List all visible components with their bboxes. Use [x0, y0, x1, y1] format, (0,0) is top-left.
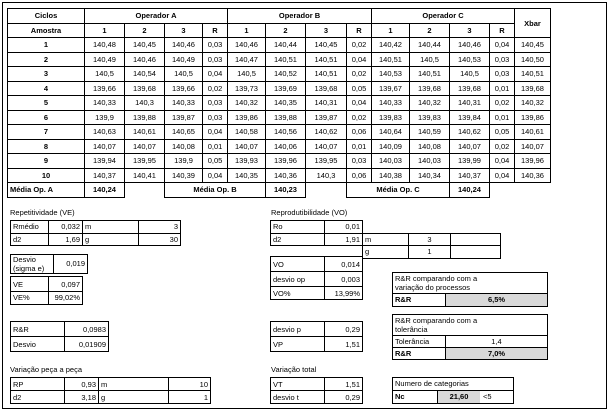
value-cell: 140,62 — [306, 125, 347, 140]
value-cell: 140,5 — [228, 67, 266, 82]
tolerancia-value: 1,4 — [491, 337, 502, 346]
value-cell: 140,34 — [410, 168, 450, 183]
table-row — [8, 139, 555, 154]
amostra-cell: 9 — [8, 154, 85, 169]
value-cell: 140,32 — [228, 96, 266, 111]
value-cell: 140,09 — [372, 139, 410, 154]
value-cell: 140,5 — [410, 52, 450, 67]
value-cell: 140,3 — [306, 168, 347, 183]
value-cell: 140,5 — [85, 67, 125, 82]
amostra-cell: 1 — [8, 38, 85, 53]
value-cell: 139,69 — [266, 81, 306, 96]
xbar-cell: 140,50 — [515, 52, 551, 67]
value-cell: 0,02 — [347, 38, 372, 53]
amostra-cell: 4 — [8, 81, 85, 96]
value-cell: 139,87 — [306, 110, 347, 125]
value-cell: 140,06 — [266, 139, 306, 154]
ciclos-header: Ciclos — [8, 9, 85, 24]
m-label: m — [363, 233, 409, 246]
g-value: 30 — [139, 233, 181, 246]
xbar-cell: 139,96 — [515, 154, 551, 169]
sub-header: 2 — [266, 23, 306, 38]
peca-table — [10, 377, 211, 404]
amostra-cell: 6 — [8, 110, 85, 125]
value-cell: 0,04 — [203, 67, 228, 82]
value-cell: 140,46 — [228, 38, 266, 53]
xbar-cell: 140,61 — [515, 125, 551, 140]
value-cell: 139,96 — [266, 154, 306, 169]
xbar-cell: 140,45 — [515, 38, 551, 53]
value-cell: 139,67 — [372, 81, 410, 96]
value-cell: 140,31 — [450, 96, 490, 111]
ve-table — [10, 276, 83, 305]
value-cell: 140,08 — [410, 139, 450, 154]
value-cell: 140,62 — [450, 125, 490, 140]
media-op-b-value: 140,23 — [266, 183, 306, 198]
value-cell: 140,47 — [228, 52, 266, 67]
value-cell: 139,86 — [228, 110, 266, 125]
operator-c-header: Operador C — [372, 9, 515, 24]
m-value: 3 — [139, 221, 181, 234]
xbar-header: Xbar — [515, 9, 551, 38]
sub-header: 3 — [450, 23, 490, 38]
d2-value: 1,69 — [49, 233, 83, 246]
m-label: m — [83, 221, 139, 234]
value-cell: 140,36 — [266, 168, 306, 183]
table-row — [8, 52, 555, 67]
media-op-c-value: 140,24 — [450, 183, 490, 198]
rr-label: R&R — [11, 322, 65, 337]
value-cell: 0,01 — [203, 139, 228, 154]
value-cell: 140,49 — [85, 52, 125, 67]
xbar-cell: 140,32 — [515, 96, 551, 111]
operator-b-header: Operador B — [228, 9, 372, 24]
xbar-cell: 139,68 — [515, 81, 551, 96]
ro-value: 0,01 — [325, 221, 363, 234]
value-cell: 139,68 — [125, 81, 165, 96]
value-cell: 0,02 — [490, 96, 515, 111]
value-cell: 139,83 — [372, 110, 410, 125]
value-cell: 139,73 — [228, 81, 266, 96]
desvio-value: 0,01909 — [65, 337, 109, 352]
value-cell: 0,03 — [490, 52, 515, 67]
table-row — [8, 125, 555, 140]
value-cell: 0,01 — [490, 81, 515, 96]
xbar-cell: 140,36 — [515, 168, 551, 183]
sub-header: 1 — [372, 23, 410, 38]
amostra-cell: 7 — [8, 125, 85, 140]
m-label: m — [99, 378, 169, 391]
value-cell: 0,04 — [203, 125, 228, 140]
value-cell: 140,51 — [306, 67, 347, 82]
value-cell: 140,3 — [125, 96, 165, 111]
value-cell: 140,53 — [450, 52, 490, 67]
value-cell: 140,52 — [266, 67, 306, 82]
d2-label: d2 — [271, 233, 325, 246]
table-row — [8, 168, 555, 183]
rr-processo-label: R&R — [393, 294, 446, 306]
vt-label: VT — [271, 378, 325, 391]
value-cell: 140,51 — [372, 52, 410, 67]
value-cell: 0,06 — [347, 125, 372, 140]
media-op-c-label: Média Op. C — [347, 183, 450, 198]
sub-header: R — [347, 23, 372, 38]
sigma-e-label: (sigma e) — [13, 264, 45, 273]
total-table — [270, 377, 363, 404]
rr-processo-title-1: R&R comparando com a — [395, 274, 478, 283]
sub-header: 1 — [85, 23, 125, 38]
value-cell: 139,9 — [165, 154, 203, 169]
desvio-t-value: 0,29 — [325, 391, 363, 404]
value-cell: 0,04 — [347, 96, 372, 111]
value-cell: 140,07 — [85, 139, 125, 154]
value-cell: 140,35 — [228, 168, 266, 183]
value-cell: 139,95 — [306, 154, 347, 169]
vop-value: 13,99% — [325, 287, 363, 300]
amostra-header: Amostra — [8, 23, 85, 38]
ro-label: Ro — [271, 221, 325, 234]
value-cell: 139,88 — [266, 110, 306, 125]
value-cell: 140,03 — [372, 154, 410, 169]
sub-header: 2 — [410, 23, 450, 38]
nc-value: 21,60 — [438, 391, 480, 403]
value-cell: 140,5 — [450, 67, 490, 82]
amostra-cell: 5 — [8, 96, 85, 111]
value-cell: 140,54 — [125, 67, 165, 82]
ve-value: 0,097 — [49, 277, 83, 292]
vo-label: VO — [271, 257, 325, 272]
table-row — [8, 81, 555, 96]
categorias-box — [392, 377, 514, 404]
value-cell: 0,05 — [347, 81, 372, 96]
value-cell: 0,02 — [347, 110, 372, 125]
value-cell: 0,03 — [203, 96, 228, 111]
d2-value: 1,91 — [325, 233, 363, 246]
xbar-cell: 140,51 — [515, 67, 551, 82]
value-cell: 139,93 — [228, 154, 266, 169]
value-cell: 140,07 — [306, 139, 347, 154]
amostra-cell: 2 — [8, 52, 85, 67]
operator-a-header: Operador A — [85, 9, 228, 24]
ve-label: VE — [11, 277, 49, 292]
value-cell: 140,44 — [266, 38, 306, 53]
value-cell: 0,02 — [347, 67, 372, 82]
rr-table — [10, 321, 109, 352]
value-cell: 140,59 — [410, 125, 450, 140]
amostra-cell: 10 — [8, 168, 85, 183]
repetitividade-table — [10, 220, 248, 246]
value-cell: 140,38 — [372, 168, 410, 183]
value-cell: 140,32 — [410, 96, 450, 111]
value-cell: 0,03 — [490, 67, 515, 82]
rp-value: 0,93 — [65, 378, 99, 391]
table-row — [8, 96, 555, 111]
value-cell: 140,63 — [85, 125, 125, 140]
value-cell: 140,46 — [450, 38, 490, 53]
value-cell: 140,58 — [228, 125, 266, 140]
amostra-cell: 8 — [8, 139, 85, 154]
value-cell: 0,03 — [203, 38, 228, 53]
peca-title: Variação peça a peça — [10, 365, 82, 374]
value-cell: 140,51 — [266, 52, 306, 67]
value-cell: 140,48 — [85, 38, 125, 53]
value-cell: 140,33 — [85, 96, 125, 111]
value-cell: 140,65 — [165, 125, 203, 140]
value-cell: 0,05 — [203, 154, 228, 169]
rr-tolerancia-value: 7,0% — [446, 348, 547, 359]
rr-processo-title-2: variação do processos — [395, 283, 471, 292]
categorias-title: Numero de categorias — [393, 378, 513, 391]
value-cell: 140,56 — [266, 125, 306, 140]
g-label: g — [83, 233, 139, 246]
value-cell: 140,41 — [125, 168, 165, 183]
value-cell: 140,51 — [410, 67, 450, 82]
value-cell: 140,03 — [410, 154, 450, 169]
g-label: g — [363, 246, 409, 259]
desvio-op-value: 0,003 — [325, 272, 363, 287]
value-cell: 140,51 — [306, 52, 347, 67]
table-row — [8, 67, 555, 82]
value-cell: 139,95 — [125, 154, 165, 169]
rmedio-value: 0,032 — [49, 221, 83, 234]
g-value: 1 — [409, 246, 451, 259]
value-cell: 140,07 — [450, 139, 490, 154]
value-cell: 139,68 — [306, 81, 347, 96]
value-cell: 0,02 — [203, 81, 228, 96]
value-cell: 0,03 — [203, 110, 228, 125]
vp-value: 1,51 — [325, 337, 363, 352]
value-cell: 139,99 — [450, 154, 490, 169]
value-cell: 140,49 — [165, 52, 203, 67]
sub-header: 1 — [228, 23, 266, 38]
value-cell: 140,39 — [165, 168, 203, 183]
desvio-p-label: desvio p — [271, 322, 325, 337]
value-cell: 140,35 — [266, 96, 306, 111]
vp-label: VP — [271, 337, 325, 352]
value-cell: 0,01 — [347, 139, 372, 154]
value-cell: 0,01 — [490, 110, 515, 125]
nc-label: Nc — [393, 391, 438, 403]
desvio-value: 0,019 — [66, 259, 85, 268]
desvio-label: Desvio — [11, 337, 65, 352]
tolerancia-label: Tolerância — [393, 336, 446, 347]
sub-header: 3 — [306, 23, 347, 38]
value-cell: 139,87 — [165, 110, 203, 125]
rr-tolerancia-label: R&R — [393, 348, 446, 359]
sub-header: 2 — [125, 23, 165, 38]
xbar-cell: 139,86 — [515, 110, 551, 125]
vep-label: VE% — [11, 292, 49, 305]
value-cell: 140,46 — [125, 52, 165, 67]
rmedio-label: Rmédio — [11, 221, 49, 234]
value-cell: 139,83 — [410, 110, 450, 125]
value-cell: 0,05 — [490, 125, 515, 140]
total-title: Variação total — [271, 365, 317, 374]
value-cell: 139,68 — [450, 81, 490, 96]
d2-value: 3,18 — [65, 391, 99, 404]
value-cell: 140,37 — [450, 168, 490, 183]
value-cell: 139,88 — [125, 110, 165, 125]
value-cell: 140,45 — [306, 38, 347, 53]
desvio-p-table — [270, 321, 363, 352]
value-cell: 140,5 — [165, 67, 203, 82]
value-cell: 139,66 — [85, 81, 125, 96]
value-cell: 0,04 — [490, 154, 515, 169]
rr-value: 0,0983 — [65, 322, 109, 337]
desvio-label: Desvio — [13, 255, 36, 264]
value-cell: 140,45 — [125, 38, 165, 53]
desvio-op-label: desvio op — [271, 272, 325, 287]
value-cell: 140,07 — [228, 139, 266, 154]
amostra-cell: 3 — [8, 67, 85, 82]
vop-label: VO% — [271, 287, 325, 300]
rr-processo-value: 6,5% — [446, 294, 547, 306]
rr-tolerancia-title-1: R&R comparando com a — [395, 316, 478, 325]
value-cell: 140,44 — [410, 38, 450, 53]
value-cell: 0,03 — [347, 154, 372, 169]
desvio-p-value: 0,29 — [325, 322, 363, 337]
value-cell: 0,03 — [203, 52, 228, 67]
desvio-t-label: desvio t — [271, 391, 325, 404]
sub-header: 3 — [165, 23, 203, 38]
value-cell: 0,04 — [347, 52, 372, 67]
value-cell: 140,37 — [85, 168, 125, 183]
value-cell: 0,04 — [490, 38, 515, 53]
media-op-b-label: Média Op. B — [165, 183, 266, 198]
g-label: g — [99, 391, 169, 404]
vo-value: 0,014 — [325, 257, 363, 272]
m-value: 10 — [169, 378, 211, 391]
vo-table — [270, 256, 363, 300]
value-cell: 139,66 — [165, 81, 203, 96]
value-cell: 139,84 — [450, 110, 490, 125]
table-row — [8, 110, 555, 125]
value-cell: 140,33 — [372, 96, 410, 111]
sub-header: R — [490, 23, 515, 38]
nc-threshold: <5 — [483, 392, 492, 401]
reprodutibilidade-title: Reprodutibilidade (VO) — [271, 208, 348, 217]
value-cell: 140,61 — [125, 125, 165, 140]
value-cell: 139,94 — [85, 154, 125, 169]
table-row — [8, 154, 555, 169]
value-cell: 0,04 — [203, 168, 228, 183]
desvio-sigma-box — [10, 254, 88, 274]
d2-label: d2 — [11, 233, 49, 246]
value-cell: 139,9 — [85, 110, 125, 125]
value-cell: 140,64 — [372, 125, 410, 140]
value-cell: 140,08 — [165, 139, 203, 154]
media-op-a-label: Média Op. A — [8, 183, 85, 198]
rp-label: RP — [11, 378, 65, 391]
vep-value: 99,02% — [49, 292, 83, 305]
g-value: 1 — [169, 391, 211, 404]
sub-header: R — [203, 23, 228, 38]
value-cell: 139,68 — [410, 81, 450, 96]
rr-tolerancia-title-2: tolerância — [395, 325, 428, 334]
value-cell: 140,33 — [165, 96, 203, 111]
xbar-cell: 140,07 — [515, 139, 551, 154]
value-cell: 0,02 — [490, 139, 515, 154]
table-row — [8, 38, 555, 53]
d2-label: d2 — [11, 391, 65, 404]
m-value: 3 — [409, 233, 451, 246]
value-cell: 140,46 — [165, 38, 203, 53]
value-cell: 140,07 — [125, 139, 165, 154]
media-op-a-value: 140,24 — [85, 183, 125, 198]
rr-processo-box — [392, 272, 548, 307]
repetitividade-title: Repetitividade (VE) — [10, 208, 75, 217]
value-cell: 140,53 — [372, 67, 410, 82]
value-cell: 140,31 — [306, 96, 347, 111]
rr-tolerancia-box — [392, 314, 548, 360]
reprodutibilidade-table — [270, 220, 501, 259]
value-cell: 0,06 — [347, 168, 372, 183]
value-cell: 0,04 — [490, 168, 515, 183]
vt-value: 1,51 — [325, 378, 363, 391]
measurement-table — [7, 8, 555, 198]
value-cell: 140,42 — [372, 38, 410, 53]
